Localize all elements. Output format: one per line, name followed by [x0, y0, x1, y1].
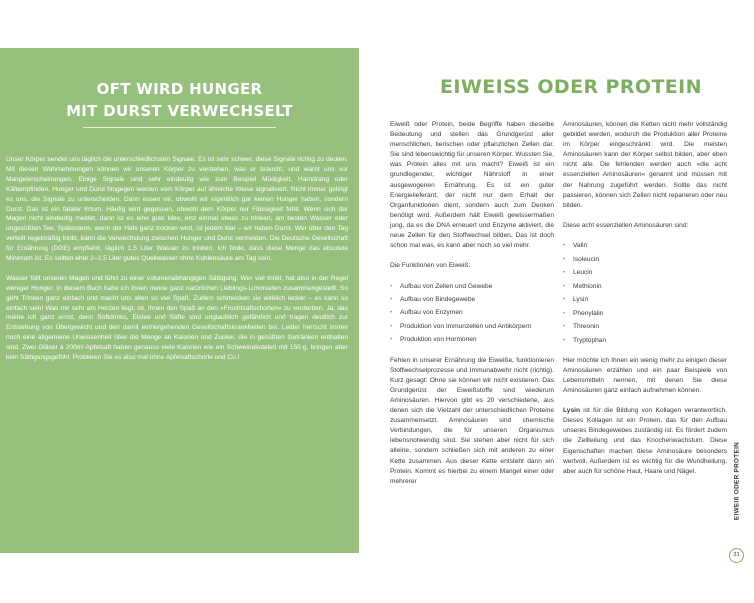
left-body — [6, 155, 348, 373]
list-item: • Aufbau von Zellen und Gewebe — [390, 282, 554, 292]
page-number: 31 — [729, 548, 744, 563]
bullet-icon: • — [390, 336, 393, 344]
list-item: • Isoleucin — [563, 255, 727, 265]
bullet-icon: • — [563, 323, 566, 331]
lysin-paragraph: Lysin ist für die Bildung von Kollagen verantwortlich. Dieses Kollagen ist ein Protein, das für den Aufbau unseres Bindegewebes zuständig ist. Es fördert zudem die Zellteilung und das Knochenwachstum. Diese Eigenschaften machen diese Aminosäure besonders wertvoll. Außerdem ist es wichtig für die Wundheilung, aber auch für schöne Haut, Haare und Nägel. — [563, 407, 727, 475]
protein-intro: Eiweiß oder Protein, beide Begriffe haben dieselbe Bedeutung und stellen das Grundgerüst aller menschlichen, tierischen oder pflanzlichen Zellen dar. Sie sind lebenswichtig für unseren Körper. Wussten Sie, was Protein alles mit uns macht? Eiweiß ist ein grundlegender, wichtiger Nährstoff in einer ausgewogenen Ernährung. Es ist ein guter Energielieferant, der nicht nur dem Erhalt der Organfunktionen dient, sondern auch zum Denken benötigt wird. Außerdem hält Eiweiß gewissermaßen jung, da es die DNA erneuert und Enzyme aktiviert, die neue Zellen für den Stoffwechsel bilden. Das ist doch schon mal was, es kann aber noch so viel mehr. — [390, 121, 554, 250]
amino-examples-intro: Hier möchte ich Ihnen ein wenig mehr zu einigen dieser Aminosäuren erzählen und ein paar Beispiele von Lebensmitteln nennen, mit denen Sie diese Aminosäuren ganz einfach aufnehmen können. — [563, 356, 727, 394]
amino-acids-intro: Fehlen in unserer Ernährung die Eiweiße, funktionieren Stoffwechselprozesse und Immunabwehr nicht (richtig). Kurz gesagt: Ohne sie können wir nicht existieren. Das Grundgerüst der Eiweißstoffe sind wiederum Aminosäuren. Hiervon gibt es 20 verschiedene, aus denen sich die Vielzahl der unterschiedlichen Proteine zusammensetzt. Aminosäuren sind chemische Verbindungen, die für unseren Organismus lebensnotwendig sind. Sie stehen aber nicht für sich alleine, sondern schließen sich mit anderen zu einer Kette zusammen. Aus dieser Kette entsteht dann ein Protein. Kommt es hierbei zu einem Mangel einer oder mehrerer — [390, 356, 554, 485]
left-title-line-1: OFT WIRD HUNGER — [96, 80, 263, 98]
list-item: • Threonin — [563, 322, 727, 332]
right-title: EIWEISS ODER PROTEIN — [440, 76, 702, 98]
list-item: • Aufbau von Enzymen — [390, 308, 554, 318]
left-title — [0, 78, 359, 122]
functions-list — [390, 282, 554, 346]
left-paragraph: Unser Körper sendet uns täglich die unterschiedlichsten Signale. Es ist sehr schwer, diese Signale richtig zu deuten. Mit diesen Wahrnehmungen können wir unseren Körper zu verstehen, was er braucht, und warnt uns vor Mangelerscheinungen. Einige Signale sind sehr eindeutig wie zum Beispiel Müdigkeit, Harndrang oder Kältempfinden. Hunger und Durst hingegen werden vom Körper auf ähnliche Weise signalisiert. Nicht immer gelingt es uns, die Signale zu unterscheiden. Dann essen wir, obwohl wir eigentlich gar keinen Hunger haben, sondern Durst. Das ist ein fataler Irrtum. Häufig wird gegessen, obwohl dem Körper nur Flüssigkeit fehlt. Wenn sich der Magen nicht eindeutig meldet, dann ist es eine gute Idee, erst einmal etwas zu trinken, am besten Wasser oder ungesüßten Tee. Spätestens, wenn der Hals ganz trocken wird, ist jedem klar – wir haben Durst. Wer über den Tag verteilt regelmäßig trinkt, kann die Verwechslung zwischen Hunger und Durst vermeiden. Die Deutsche Gesellschaft für Ernährung (DGE) empfiehlt, täglich 1,5 Liter Wasser zu trinken. Ich finde, dass diese Menge das absolute Minimum ist. Es sollten eher 2–2,5 Liter gutes Quellwasser ohne Kohlensäure am Tag sein. — [6, 156, 348, 263]
amino-heading: Diese acht essenziellen Aminosäuren sind: — [563, 221, 689, 229]
title-divider — [83, 127, 276, 128]
bullet-icon: • — [563, 309, 566, 317]
right-column-1 — [390, 120, 554, 497]
amino-acids-continued: Aminosäuren, können die Ketten nicht mehr vollständig gebildet werden, wodurch die Produktion aller Proteine im Körper eingeschränkt wird. Die meisten Aminosäuren kann der Körper selbst bilden, aber eben nicht alle. Die fehlenden werden auch »die acht essenziellen Aminosäuren« genannt und müssen mit der Nahrung zugeführt werden. Sollte das nicht passieren, können sich Zellen nicht reparieren oder neu bilden. — [563, 121, 727, 209]
functions-heading: Die Funktionen von Eiweiß: — [390, 262, 471, 270]
bullet-icon: • — [563, 296, 566, 304]
list-item: • Produktion von Hormonen — [390, 335, 554, 345]
list-item: • Leucin — [563, 268, 727, 278]
list-item: • Produktion von Immunzellen und Antikörpern — [390, 322, 554, 332]
bullet-icon: • — [563, 242, 566, 250]
bullet-icon: • — [390, 282, 393, 290]
amino-list — [563, 241, 727, 345]
left-title-line-2: MIT DURST VERWECHSELT — [66, 102, 293, 120]
bullet-icon: • — [563, 282, 566, 290]
list-item: • Valin — [563, 241, 727, 251]
list-item: • Methionin — [563, 282, 727, 292]
bullet-icon: • — [390, 295, 393, 303]
left-paragraph: Wasser füllt unseren Magen und führt zu einer volumenabhängigen Sättigung. Wer viel trinkt, hat also in der Regel weniger Hunger. In diesem Buch habe ich Ihnen meine ganz natürlichen Lieblings-Limonaden zusammengestellt. So geht Trinken ganz einfach und macht uns allen so viel Spaß. Zudem schmecken sie wirklich lecker – es kann so einfach sein! Was mir sehr am Herzen liegt, ist, Ihnen den Spaß an den »Fruchtsaftschorlen« zu verderben. Ja, das meine ich ganz ernst, denn Softdrinks, Eistee und Säfte sind unglaublich gefährlich und tragen deutlich zur Entstehung von Übergewicht und den damit einhergehenden Gesellschaftskrankheiten bei. Leider herrscht immer noch eine allgemeine Unwissenheit über die Menge an Kalorien und Zucker, die in gesüßten Getränken enthalten sind. Zwei Gläser à 200ml Apfelsaft haben genauso viele Kalorien wie ein Schweinekotelett mit 150 g, bringen aber kein Sättigungsgefühl. Probieren Sie es also mal ohne Apfelsaftschorle und Co.! — [6, 274, 348, 362]
running-header: EIWEIß ODER PROTEIN — [733, 441, 741, 521]
bullet-icon: • — [563, 255, 566, 263]
list-item: • Tryptophan — [563, 336, 727, 346]
list-item: • Aufbau von Bindegewebe — [390, 295, 554, 305]
lysin-term: Lysin — [563, 407, 580, 415]
bullet-icon: • — [390, 322, 393, 330]
bullet-icon: • — [563, 336, 566, 344]
bullet-icon: • — [563, 269, 566, 277]
right-column-2 — [563, 120, 727, 487]
bullet-icon: • — [390, 309, 393, 317]
left-panel — [0, 48, 359, 553]
list-item: • Phenylalin — [563, 309, 727, 319]
list-item: • Lysin — [563, 295, 727, 305]
